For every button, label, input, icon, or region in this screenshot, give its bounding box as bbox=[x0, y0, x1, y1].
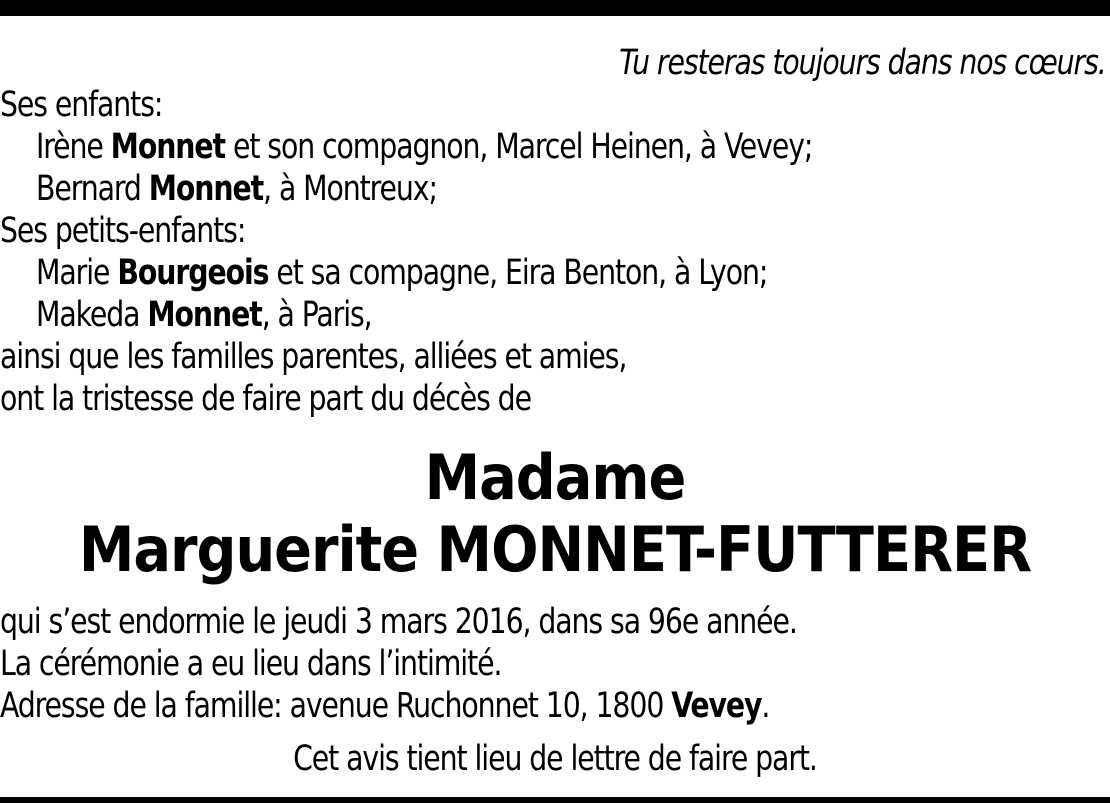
announcement-line: ont la tristesse de faire part du décès de bbox=[0, 379, 531, 419]
grandchild-entry bbox=[36, 252, 767, 294]
surname: Bourgeois bbox=[117, 253, 269, 293]
entry-details: et sa compagne, Eira Benton, à Lyon; bbox=[276, 253, 768, 293]
motto: Tu resteras toujours dans nos cœurs. bbox=[619, 43, 1106, 83]
entry-details: et son compagnon, Marcel Heinen, à Vevey; bbox=[232, 127, 813, 167]
families-line: ainsi que les familles parentes, alliées et amies, bbox=[0, 337, 627, 377]
surname: Monnet bbox=[148, 169, 264, 209]
first-name: Bernard bbox=[36, 169, 141, 209]
top-border bbox=[0, 0, 1110, 16]
address-city: Vevey bbox=[671, 686, 762, 726]
family-address bbox=[0, 685, 769, 727]
first-name: Makeda bbox=[36, 295, 140, 335]
ceremony-info: La cérémonie a eu lieu dans l’intimité. bbox=[0, 644, 502, 684]
death-info: qui s’est endormie le jeudi 3 mars 2016, dans sa 96e année. bbox=[0, 602, 797, 642]
first-name: Marie bbox=[36, 253, 110, 293]
address-suffix: . bbox=[761, 686, 770, 726]
first-name: Irène bbox=[36, 127, 103, 167]
closing-note bbox=[0, 738, 1110, 780]
grandchild-entry bbox=[36, 294, 372, 336]
address-text: Adresse de la famille: avenue Ruchonnet 10, 1800 bbox=[0, 686, 664, 726]
surname: Monnet bbox=[147, 295, 262, 335]
entry-details: , à Paris, bbox=[261, 295, 372, 335]
children-heading: Ses enfants: bbox=[0, 85, 163, 125]
bottom-border bbox=[0, 797, 1110, 803]
entry-details: , à Montreux; bbox=[263, 169, 437, 209]
surname: Monnet bbox=[110, 127, 226, 167]
deceased-honorific: Madame bbox=[424, 441, 686, 514]
child-entry bbox=[36, 126, 812, 168]
grandchildren-heading: Ses petits-enfants: bbox=[0, 211, 246, 251]
deceased-name: Marguerite MONNET-FUTTERER bbox=[78, 513, 1032, 586]
closing-text: Cet avis tient lieu de lettre de faire part. bbox=[293, 739, 817, 779]
child-entry bbox=[36, 168, 437, 210]
